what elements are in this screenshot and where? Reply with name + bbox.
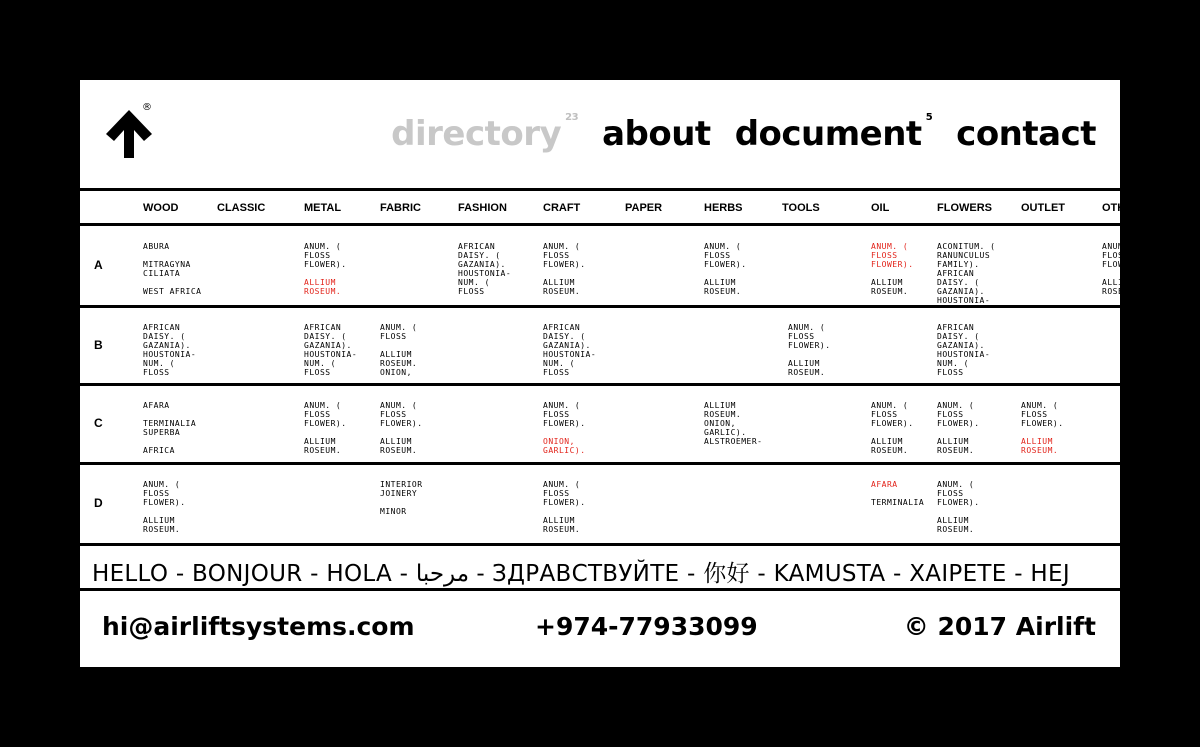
cell-line: DAISY. ( [937, 332, 980, 341]
cell-line: FLOSS [937, 368, 964, 377]
cell-fabric[interactable] [380, 480, 423, 516]
cell-metal[interactable] [304, 242, 347, 296]
cell-line: FLOSS [143, 368, 170, 377]
cell-line: DAISY. ( [304, 332, 347, 341]
cell-line: ROSEUM. [543, 525, 581, 534]
cell-line: ANUM. ( [380, 401, 418, 410]
cell-line: AFRICAN [937, 323, 975, 332]
cell-line: FLOSS [143, 489, 170, 498]
cell-line: GAZANIA). [143, 341, 191, 350]
cell-outlet[interactable] [1021, 401, 1064, 455]
category-outlet[interactable]: OUTLET [1021, 202, 1065, 214]
cell-line: ANUM. ( [543, 242, 581, 251]
cell-line: FLOSS [788, 332, 815, 341]
cell-line: ROSEUM. [304, 446, 342, 455]
cell-oth[interactable] [1102, 242, 1145, 296]
cell-line: DAISY. ( [458, 251, 501, 260]
cell-line: DAISY. ( [543, 332, 586, 341]
cell-fashion[interactable] [458, 242, 511, 296]
up-arrow-icon[interactable] [104, 108, 154, 160]
cell-line: ROSEUM. [704, 410, 742, 419]
cell-line: FLOSS [304, 368, 331, 377]
cell-line: NUM. ( [937, 359, 969, 368]
divider [80, 588, 1120, 591]
cell-line: ANUM. ( [704, 242, 742, 251]
cell-line: ALLIUM [1021, 437, 1053, 446]
cell-line: NUM. ( [458, 278, 490, 287]
cell-line: FLOWER). [543, 498, 586, 507]
cell-oil[interactable] [871, 401, 914, 455]
cell-line: HOUSTONIA- [304, 350, 358, 359]
category-wood[interactable]: WOOD [143, 202, 179, 214]
cell-line: ANUM. ( [871, 401, 909, 410]
cell-line: ROSEUM. [380, 446, 418, 455]
cell-flowers[interactable] [937, 242, 995, 305]
cell-line: ALSTROEMER- [704, 437, 763, 446]
cell-line: AFRICAN [304, 323, 342, 332]
cell-line: MITRAGYNA [143, 260, 191, 269]
cell-oil[interactable] [871, 480, 924, 507]
cell-line: GAZANIA). [304, 341, 352, 350]
cell-line: ROSEUM. [304, 287, 342, 296]
cell-line: ROSEUM. [380, 359, 418, 368]
category-fabric[interactable]: FABRIC [380, 202, 421, 214]
cell-line: FLOSS [380, 332, 407, 341]
table-row [80, 386, 1120, 462]
registered-mark: ® [142, 102, 152, 113]
cell-line: ANUM. ( [143, 480, 181, 489]
cell-line: FLOWER). [704, 260, 747, 269]
cell-fabric[interactable] [380, 323, 417, 377]
cell-line: GARLIC). [543, 446, 586, 455]
cell-line: ANUM. ( [543, 480, 581, 489]
cell-line: ALLIUM [704, 401, 736, 410]
cell-line: FLOSS [458, 287, 485, 296]
cell-line: ANUM. ( [543, 401, 581, 410]
cell-line: FLOWER). [788, 341, 831, 350]
cell-line: FLOSS [1102, 251, 1129, 260]
cell-line: FLOWER). [937, 419, 980, 428]
cell-line: ALLIUM [380, 437, 412, 446]
cell-line: HOUSTONIA- [937, 350, 991, 359]
cell-line: CILIATA [143, 269, 181, 278]
cell-line: HOUSTONIA- [458, 269, 512, 278]
category-paper[interactable]: PAPER [625, 202, 663, 214]
cell-line: AFARA [871, 480, 898, 489]
row-letter: D [94, 496, 103, 510]
category-craft[interactable]: CRAFT [543, 202, 581, 214]
phone-link[interactable]: +974-77933099 [535, 612, 758, 641]
cell-line: FLOSS [871, 410, 898, 419]
table-row [80, 465, 1120, 543]
cell-line: FLOWER). [871, 260, 914, 269]
cell-herbs[interactable] [704, 242, 747, 296]
cell-line: AFRICAN [543, 323, 581, 332]
cell-craft[interactable] [543, 401, 586, 455]
cell-line: ANUM. ( [1102, 242, 1140, 251]
cell-line: ALLIUM [304, 437, 336, 446]
category-fashion[interactable]: FASHION [458, 202, 507, 214]
cell-flowers[interactable] [937, 480, 980, 534]
row-letter: B [94, 337, 103, 352]
table-row [80, 227, 1145, 305]
nav-label: directory [391, 114, 562, 154]
nav-contact[interactable] [956, 114, 1096, 154]
cell-tools[interactable] [788, 323, 831, 377]
nav-about[interactable] [602, 114, 711, 154]
cell-line: FLOSS [380, 410, 407, 419]
cell-flowers[interactable] [937, 401, 980, 455]
cell-line: FLOWER). [143, 498, 186, 507]
nav-label: about [602, 114, 711, 154]
category-tools[interactable]: TOOLS [782, 202, 820, 214]
cell-line: DAISY. ( [143, 332, 186, 341]
cell-line: ONION, [704, 419, 736, 428]
cell-line: WEST AFRICA [143, 287, 202, 296]
category-header [80, 190, 1126, 225]
category-oil[interactable]: OIL [871, 202, 890, 214]
cell-line: ALLIUM [380, 350, 412, 359]
cell-line: GAZANIA). [458, 260, 506, 269]
cell-line: GAZANIA). [543, 341, 591, 350]
nav-count-badge: 23 [565, 112, 579, 123]
cell-line: SUPERBA [143, 428, 181, 437]
email-link[interactable]: hi@airliftsystems.com [102, 612, 415, 641]
cell-line: AFARA [143, 401, 170, 410]
cell-line: ALLIUM [937, 516, 969, 525]
cell-line: FAMILY). [937, 260, 980, 269]
cell-craft[interactable] [543, 480, 586, 534]
cell-line: ROSEUM. [543, 287, 581, 296]
cell-line: ALLIUM [871, 437, 903, 446]
cell-line: AFRICAN [458, 242, 496, 251]
category-flowers[interactable]: FLOWERS [937, 202, 992, 214]
cell-line: FLOSS [704, 251, 731, 260]
table-row [80, 308, 1120, 383]
cell-line: NUM. ( [304, 359, 336, 368]
cell-line: GAZANIA). [937, 341, 985, 350]
nav-label: document [734, 114, 922, 154]
cell-line: DAISY. ( [937, 278, 980, 287]
cell-line: HOUSTONIA- [543, 350, 597, 359]
cell-line: ALLIUM [143, 516, 175, 525]
divider [80, 223, 1120, 226]
cell-line: ALLIUM [1102, 278, 1134, 287]
cell-line: ROSEUM. [143, 525, 181, 534]
cell-line: FLOSS [543, 489, 570, 498]
cell-line: ALLIUM [543, 516, 575, 525]
cell-line: FLOSS [543, 410, 570, 419]
cell-fabric[interactable] [380, 401, 423, 455]
cell-line: ACONITUM. ( [937, 242, 996, 251]
cell-line: JOINERY [380, 489, 418, 498]
cell-line: FLOWER). [1021, 419, 1064, 428]
cell-line: FLOWER). [543, 419, 586, 428]
cell-line: ONION, [380, 368, 412, 377]
cell-line: FLOWER). [1102, 260, 1145, 269]
cell-herbs[interactable] [704, 401, 762, 446]
cell-line: ANUM. ( [937, 401, 975, 410]
cell-wood[interactable] [143, 242, 201, 296]
cell-line: GARLIC). [704, 428, 747, 437]
cell-line: ABURA [143, 242, 170, 251]
cell-wood[interactable] [143, 401, 196, 455]
category-oth[interactable]: OTH [1102, 202, 1126, 214]
cell-line: ANUM. ( [304, 242, 342, 251]
cell-line: RANUNCULUS [937, 251, 991, 260]
cell-line: AFRICAN [937, 269, 975, 278]
cell-line: ROSEUM. [788, 368, 826, 377]
divider [80, 543, 1120, 546]
cell-line: NUM. ( [543, 359, 575, 368]
cell-line: GAZANIA). [937, 287, 985, 296]
cell-line: ANUM. ( [380, 323, 418, 332]
cell-line: ONION, [543, 437, 575, 446]
cell-line: ALLIUM [937, 437, 969, 446]
cell-line: ANUM. ( [1021, 401, 1059, 410]
cell-line: ALLIUM [788, 359, 820, 368]
cell-line: FLOSS [1021, 410, 1048, 419]
page [80, 80, 1145, 667]
cell-line: ROSEUM. [1102, 287, 1140, 296]
cell-craft[interactable] [543, 323, 596, 377]
cell-line: FLOSS [937, 410, 964, 419]
row-letter: A [94, 258, 103, 272]
cell-line: FLOWER). [380, 419, 423, 428]
cell-line: MINOR [380, 507, 407, 516]
cell-metal[interactable] [304, 323, 357, 377]
cell-line: ALLIUM [543, 278, 575, 287]
cell-line: FLOWER). [871, 419, 914, 428]
cell-metal[interactable] [304, 401, 347, 455]
cell-oil[interactable] [871, 242, 914, 296]
cell-line: INTERIOR [380, 480, 423, 489]
nav-document[interactable] [735, 114, 932, 154]
cell-line: FLOSS [543, 368, 570, 377]
main-nav [367, 114, 1096, 154]
cell-line: FLOSS [304, 410, 331, 419]
cell-wood[interactable] [143, 480, 186, 534]
category-classic[interactable]: CLASSIC [217, 202, 266, 214]
cell-line: ANUM. ( [304, 401, 342, 410]
cell-line: TERMINALIA [871, 498, 925, 507]
cell-line: FLOSS [304, 251, 331, 260]
cell-line: ALLIUM [871, 278, 903, 287]
greeting-marquee: HELLO - BONJOUR - HOLA - مرحبا - ЗДРАВСТВУЙТЕ - 你好 - KAMUSTA - XAIPETE - HEJ [92, 561, 1070, 587]
cell-line: AFRICA [143, 446, 175, 455]
cell-line: FLOWER). [543, 260, 586, 269]
cell-line: HOUSTONIA- [143, 350, 197, 359]
cell-line: FLOWER). [304, 419, 347, 428]
cell-line: AFRICAN [143, 323, 181, 332]
row-letter: C [94, 416, 103, 430]
category-metal[interactable]: METAL [304, 202, 342, 214]
cell-line: ANUM. ( [871, 242, 909, 251]
cell-line: ROSEUM. [937, 525, 975, 534]
cell-line: FLOSS [937, 489, 964, 498]
cell-line: FLOWER). [304, 260, 347, 269]
cell-line: ROSEUM. [704, 287, 742, 296]
cell-line: ALLIUM [704, 278, 736, 287]
copyright-text: © 2017 Airlift [903, 612, 1096, 641]
nav-directory[interactable] [391, 114, 578, 154]
cell-line: HOUSTONIA- [937, 296, 991, 305]
cell-line: ROSEUM. [871, 446, 909, 455]
cell-line: TERMINALIA [143, 419, 197, 428]
cell-flowers[interactable] [937, 323, 990, 377]
cell-line: ANUM. ( [937, 480, 975, 489]
cell-line: ROSEUM. [871, 287, 909, 296]
nav-count-badge: 5 [925, 112, 933, 123]
cell-line: ALLIUM [304, 278, 336, 287]
cell-line: ROSEUM. [1021, 446, 1059, 455]
nav-label: contact [956, 114, 1096, 154]
cell-line: ANUM. ( [788, 323, 826, 332]
cell-line: FLOWER). [937, 498, 980, 507]
cell-line: FLOSS [543, 251, 570, 260]
cell-craft[interactable] [543, 242, 586, 296]
cell-line: NUM. ( [143, 359, 175, 368]
category-herbs[interactable]: HERBS [704, 202, 743, 214]
cell-line: ROSEUM. [937, 446, 975, 455]
cell-line: FLOSS [871, 251, 898, 260]
cell-wood[interactable] [143, 323, 196, 377]
